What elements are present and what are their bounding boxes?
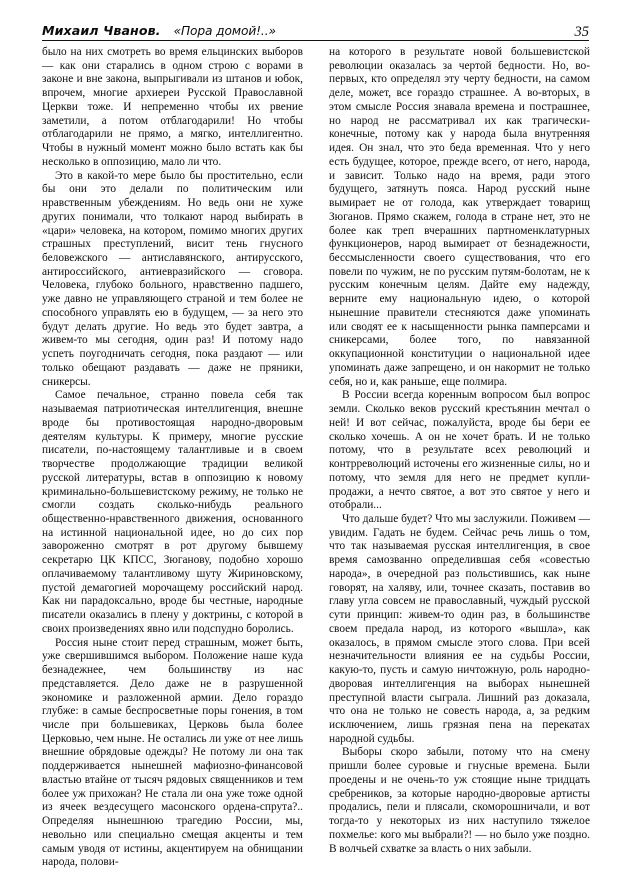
- paragraph: Выборы скоро забыли, потому что на смену пришли более суровые и гнусные времена. Были проедены и не очень-то уж стоящие ныне тридцать сребреников, за которые народно-дворовые артисты продались, пели и плясали, скоморошничали, и вот тогда-то у некоторых из них наступило тяжелое похмелье: кого мы выбрали?! — но было уже поздно. В волчьей схватке за власть о них забыли.: [329, 746, 590, 855]
- running-head-title: «Пора домой!..»: [173, 24, 276, 38]
- running-head-author: Михаил Чванов.: [42, 23, 161, 38]
- page-number: 35: [574, 23, 589, 40]
- running-head-left: [42, 23, 276, 38]
- column-left: [42, 46, 303, 869]
- paragraph: на которого в результате новой большевистской революции оказалась за чертой бедности. Но, во-первых, кто определял эту черту бедности, на самом деле, может, все гораздо страшнее. А во-вторых, в этом смысле Россия знавала времена и пострашнее, но народ не рассматривал их как трагически-конечные, потому как у народа была внутренняя идея. Он знал, что это беда временная. Что у него есть будущее, которое, прежде всего, от него, народа, и зависит. Только надо на время, ради этого будущего, затянуть пояса. Народ русский ныне вымирает не от голода, как утверждает товарищ Зюганов. Прямо скажем, голода в стране нет, это не более как треп вчерашних партноменклатурных функционеров, народ вымирает от безнадежности, бессмысленности своего существования, что его повели по чужим, не по русским путям-болотам, не к русским конечным целям. Дайте ему надежду, верните ему национальную идею, о которой нынешние правители стесняются даже упоминать или сводят ее к насыщенности рынка памперсами и сникерсами, более того, по навязанной оккупационной конституции о национальной идее упоминать даже запрещено, и он накормит не только себя, но и, как раньше, еще полмира.: [329, 46, 590, 388]
- paragraph: В России всегда коренным вопросом был вопрос земли. Сколько веков русский крестьянин мечтал о ней! И вот сейчас, пожалуйста, вроде бы бери ее сколько хочешь. А он не хочет брать. И не только потому, что в результате всех революций и контрреволюций источены его жизненные силы, но и потому, что земля для него не предмет купли-продажи, а нечто святое, а вот это святое у него и отобрали...: [329, 389, 590, 512]
- paragraph: Самое печальное, странно повела себя так называемая патриотическая интеллигенция, внешне вроде бы противостоящая народно-дворовым деятелям культуры. К примеру, многие русские писатели, по-настоящему талантливые и в своем творчестве продолжающие традиции великой русской литературы, встав в оппозицию к новому криминально-большевистскому режиму, не только не смогли создать сколько-нибудь реального общественно-нравственного движения, основанного на истинной национальной идее, но до сих пор завороженно смотрят в рот другому бывшему секретарю ЦК КПСС, Зюганову, подобно хорошо оплачиваемому талантливому шуту Жириновскому, пустой демагогией морочащему российский народ. Как ни парадоксально, вроде бы честные, народные писатели оказались в плену у доктрины, с которой в своих произведениях явно или подспудно боролись.: [42, 389, 303, 635]
- body-columns: [42, 46, 590, 869]
- paragraph: было на них смотреть во время ельцинских выборов — как они старались в одном строю с ворами в законе и вне закона, выпрыгивали из штанов и юбок, впрочем, многие архиереи Русской Православной Церкви тоже. И непременно чтобы их рвение заметили, а потом отблагодарили! Но чтобы отблагодарили не прямо, а мягко, интеллигентно. Чтобы в нужный момент можно было встать как бы несколько в оппозицию, мало ли что.: [42, 46, 303, 168]
- column-right: [329, 46, 590, 855]
- running-head: [42, 16, 589, 41]
- paragraph: Это в какой-то мере было бы простительно, если бы они это делали по политическим или нравственным убеждениям. Но ведь они не хуже других понимали, что толкают народ выбирать в «цари» человека, на котором, помимо многих других страшных преступлений, висит тень гнусного беловежского — антиславянского, антирусского, антироссийского, антиевразийского — сговора. Человека, глубоко больного, нравственно падшего, уже давно не управляющего страной и тем более не способного управлять ею в будущем, — за него это будут делать другие. Но ведь это будет завтра, а живем-то мы сегодня, один раз! И потому надо успеть поугодничать сегодня, пока раздают — или только обещают раздавать — даже не пряники, сникерсы.: [42, 169, 303, 388]
- paragraph: Россия ныне стоит перед страшным, может быть, уже свершившимся выбором. Положение наше куда безнадежнее, чем большинству из нас представляется. Дело даже не в разрушенной экономике и разложенной армии. Дело гораздо глубже: в самые беспросветные поры гонения, в том числе при большевиках, Церковь была более Церковью, чем ныне. Не остались ли уже от нее лишь внешние обрядовые одежды? Не потому ли она так поддерживается нынешней мафиозно-финансовой властью втайне от тысяч рядовых священников и тем более уж прихожан? Не стала ли она уже тоже одной из ячеек вездесущего масонского ордена-спрута?.. Определяя нынешнюю трагедию России, мы, невольно или специально смещая акценты и тем самым уводя от истины, акцентируем на обнищании народа, полови-: [42, 636, 303, 869]
- paragraph: Что дальше будет? Что мы заслужили. Поживем — увидим. Гадать не будем. Сейчас речь лишь о том, что так называемая русская интеллигенция, в свое время самозванно определившая себя «совестью народа», в очередной раз польстившись, как ныне говорят, на халяву, или, точнее сказать, поставив во главу угла совсем не православный, чуждый русской сути принцип: живем-то один раз, в большинстве своем предала народ, из которого «вышла», как оказалось, в прямом смысле этого слова. При всей незначительности влияния ее на судьбы России, какую-то, пусть и самую ничтожную, роль народно-дворовая интеллигенция на выборах нынешней преступной власти сыграла. Лишний раз доказала, что она не только не совесть народа, а, за редким исключением, лишь грязная пена на перекатах народной судьбы.: [329, 512, 590, 745]
